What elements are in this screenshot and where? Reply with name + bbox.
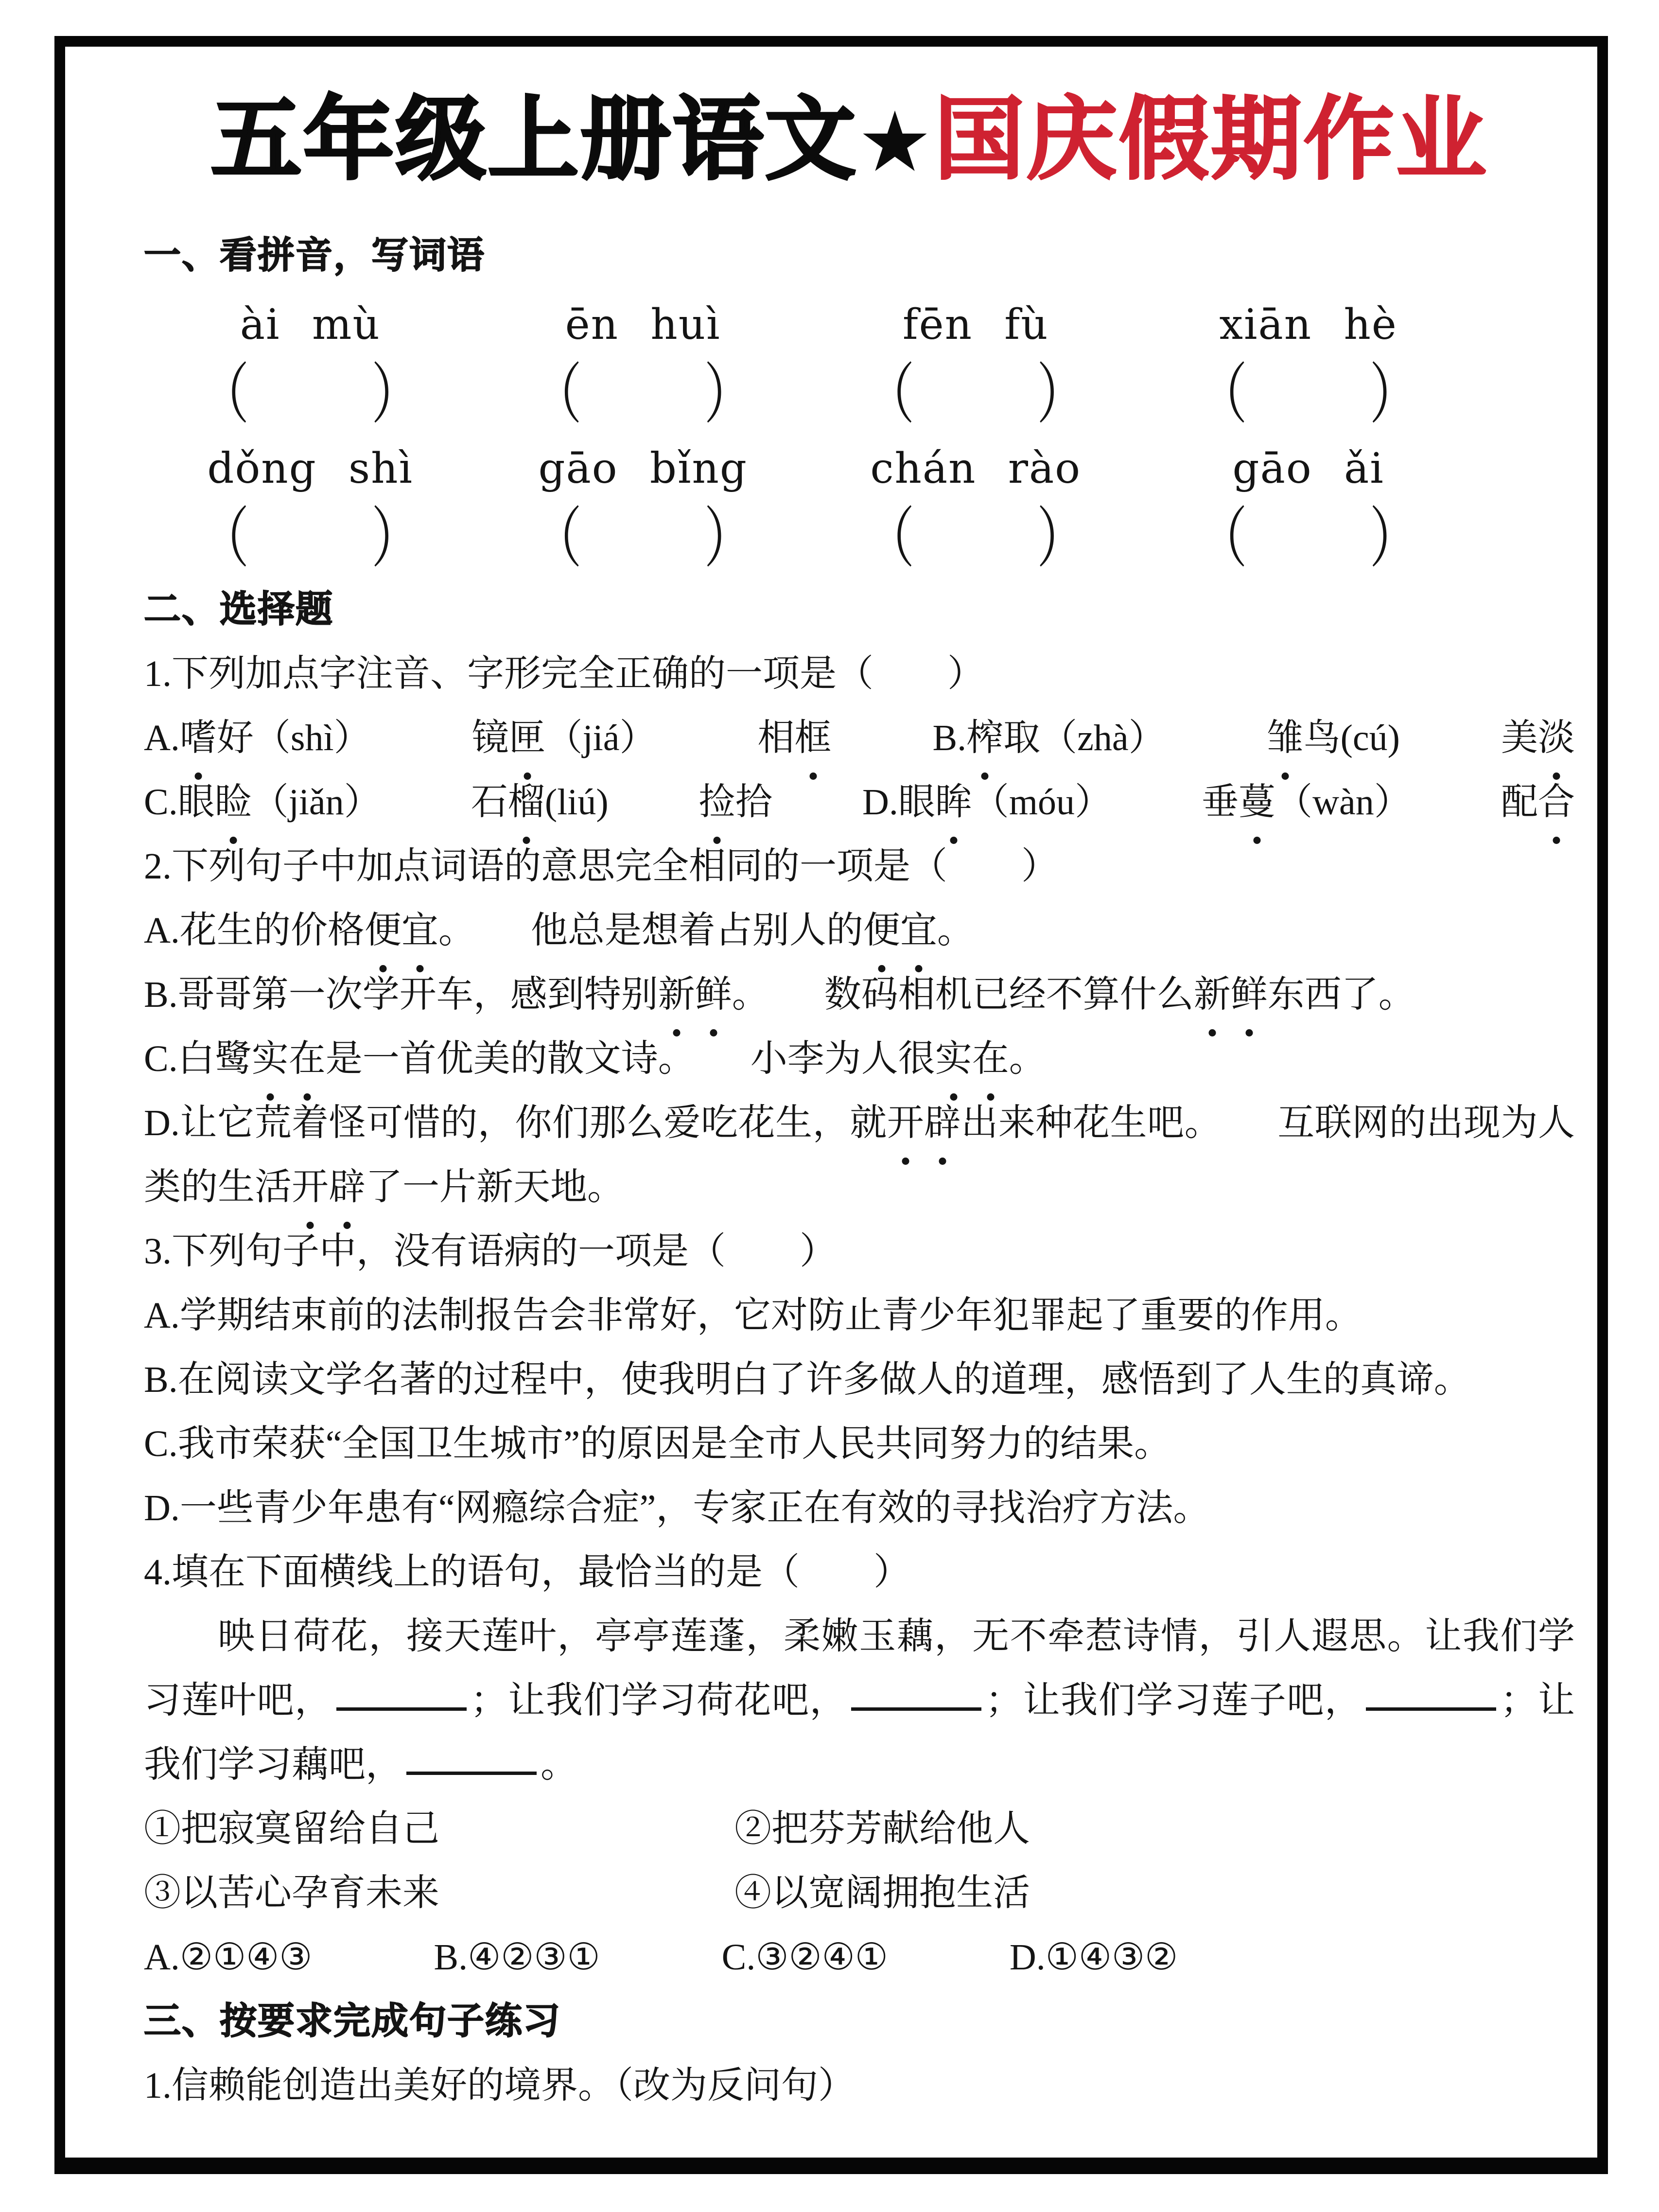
paren-close: ） [1369,358,1418,432]
q2-option-c: C.白鹭实在是一首优美的散文诗。 小李为人很实在。 [144,1027,1575,1091]
pinyin-word: chán rào [870,444,1082,493]
q4-passage: 映日荷花，接天莲叶，亭亭莲蓬，柔嫩玉藕，无不牵惹诗情，引人遐思。让我们学习莲叶吧， ；让我们学习荷花吧， ；让我们学习莲子吧， ；让我们学习藕吧， 。 [144,1615,1575,1785]
q4-answer-c: C.③②④① [721,1936,888,1978]
q1-option-token: 镜匣（jiá） [472,706,657,770]
q1-option-token: 石榴(liú) [471,770,609,834]
q3-option-b: B.在阅读文学名著的过程中，使我明白了许多做人的道理，感悟到了人生的真谛。 [144,1359,1471,1400]
q4-item-3: ③以苦心孕育未来 [144,1872,439,1914]
paren-open: （ [1198,358,1247,432]
paren-close: ） [371,502,420,576]
paren-close: ） [371,358,420,432]
q2-option-b: B.哥哥第一次学开车，感到特别新鲜。 数码相机已经不算什么新鲜东西了。 [144,963,1575,1027]
q3-option-d: D.一些青少年患有“网瘾综合症”，专家正在有效的寻找治疗方法。 [144,1487,1210,1528]
pinyin-row-2 [144,435,1475,503]
answer-paren-slot [144,359,476,432]
paren-open: （ [200,502,249,576]
q1-option-token: 雏鸟(cú) [1267,706,1400,770]
pinyin-word: dǒng shì [207,444,414,493]
pinyin-word: ēn huì [565,300,721,349]
pinyin-row-1 [144,291,1475,359]
answer-paren-slot [809,503,1142,576]
q1-option-token: C.眼睑（jiǎn） [144,770,381,834]
page-title [144,88,1555,192]
pinyin-word: ài mù [240,300,381,349]
paren-open: （ [866,502,915,576]
page-content [65,47,1597,2158]
q1-options-ab [144,706,1575,770]
paren-open: （ [1198,502,1247,576]
answer-paren-slot [144,503,476,576]
pinyin-word: xiān hè [1219,300,1397,349]
title-holiday-text: 国庆假期作业 [934,87,1488,192]
answer-paren-slot [476,503,809,576]
paren-close: ） [704,502,753,576]
q1-stem: 1.下列加点字注音、字形完全正确的一项是（ ） [144,653,984,694]
paren-close: ） [1037,358,1086,432]
answer-paren-slot [809,359,1142,432]
q1-options-cd [144,770,1575,834]
pinyin-word: fēn fù [902,300,1049,349]
answer-paren-slot [476,359,809,432]
section3-heading: 三、按要求完成句子练习 [144,2001,561,2042]
q4-answer-options [144,1925,1575,1989]
star-icon: ★ [857,94,934,191]
q1-option-token: D.眼眸（móu） [862,770,1112,834]
paren-close: ） [704,358,753,432]
q2-option-d: D.让它荒着怪可惜的，你们那么爱吃花生，就开辟出来种花生吧。 互联网的出现为人类的生活开辟了一片新天地。 [144,1091,1575,1219]
answer-paren-slot [1142,503,1474,576]
q4-answer-a: A.②①④③ [144,1936,313,1978]
s3-item-1: 1.信赖能创造出美好的境界。（改为反问句） [144,2065,855,2106]
q4-answer-b: B.④②③① [434,1936,600,1978]
pinyin-word: gāo ǎi [1232,444,1384,493]
q1-option-token: A.嗜好（shì） [144,706,371,770]
q4-answer-d: D.①④③② [1009,1936,1178,1978]
q1-option-token: 垂蔓（wàn） [1202,770,1411,834]
q1-option-token: 相框 [758,706,832,770]
paren-close: ） [1037,502,1086,576]
q4-item-1: ①把寂寞留给自己 [144,1808,439,1849]
paren-close: ） [1369,502,1418,576]
q1-option-token: B.榨取（zhà） [932,706,1165,770]
q4-numbered-items [144,1797,1575,1925]
pinyin-word: gāo bǐng [538,444,748,493]
section1-heading: 一、看拼音，写词语 [144,235,485,276]
q3-stem: 3.下列句子中，没有语病的一项是（ ） [144,1230,837,1272]
q1-option-token: 美淡 [1501,706,1575,770]
section2-heading: 二、选择题 [144,589,333,630]
answer-paren-row-2 [144,503,1475,576]
answer-paren-slot [1142,359,1474,432]
q4-item-2: ②把芬芳献给他人 [734,1808,1030,1849]
q3-option-a: A.学期结束前的法制报告会非常好，它对防止青少年犯罪起了重要的作用。 [144,1295,1362,1336]
title-course-text: 五年级上册语文 [211,87,858,192]
page-border-frame [54,36,1608,2174]
q4-item-4: ④以宽阔拥抱生活 [734,1872,1030,1914]
q4-stem: 4.填在下面横线上的语句，最恰当的是（ ） [144,1551,910,1593]
paren-open: （ [200,358,249,432]
q3-option-c: C.我市荣获“全国卫生城市”的原因是全市人民共同努力的结果。 [144,1423,1171,1464]
q1-option-token: 配合 [1501,770,1575,834]
q2-option-a: A.花生的价格便宜。 他总是想着占别人的便宜。 [144,898,1575,963]
paren-open: （ [533,502,582,576]
answer-paren-row-1 [144,359,1475,432]
q2-stem: 2.下列句子中加点词语的意思完全相同的一项是（ ） [144,845,1058,887]
q1-option-token: 捡拾 [699,770,772,834]
paren-open: （ [533,358,582,432]
paren-open: （ [866,358,915,432]
